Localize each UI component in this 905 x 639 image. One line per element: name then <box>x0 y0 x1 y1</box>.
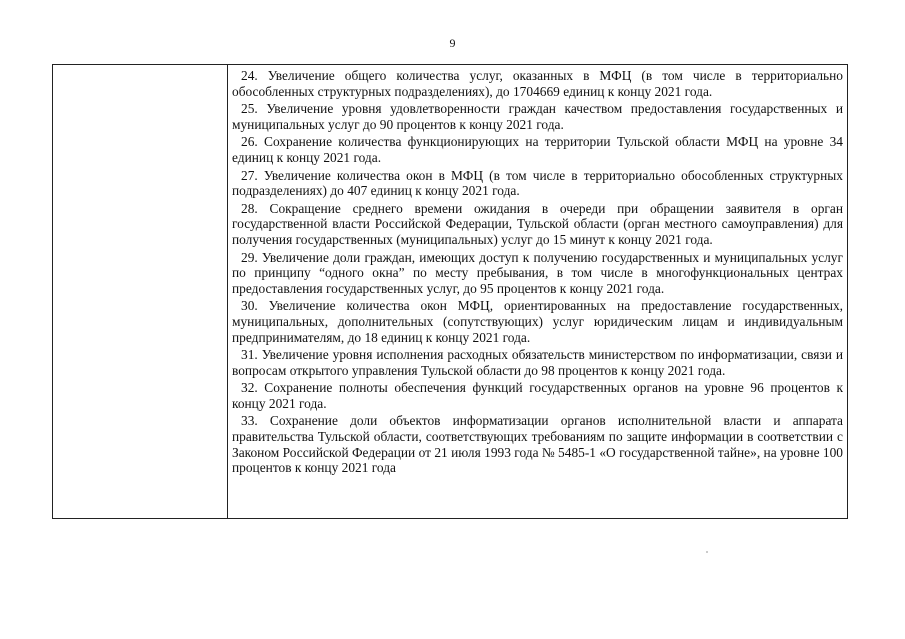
table-left-column <box>53 65 228 518</box>
list-item-28: 28. Сокращение среднего времени ожидания в очереди при обращении заявителя в орган государственной власти Российской Федерации, Тульской области (орган местного самоуправления) для получения государственных (муниципальных) услуг до 15 минут к концу 2021 года. <box>232 200 843 247</box>
document-table <box>52 64 848 519</box>
list-item-32: 32. Сохранение полноты обеспечения функций государственных органов на уровне 96 процентов к концу 2021 года. <box>232 380 843 411</box>
list-item-33: 33. Сохранение доли объектов информатизации органов исполнительной власти и аппарата правительства Тульской области, соответствующих требованиям по защите информации в соответствии с Законом Российской Федерации от 21 июля 1993 года № 5485-1 «О государственной тайне», на уровне 100 процентов к концу 2021 года <box>232 413 843 476</box>
page-number: 9 <box>449 36 456 50</box>
table-right-column <box>228 65 847 518</box>
list-item-24: 24. Увеличение общего количества услуг, оказанных в МФЦ (в том числе в территориально обособленных структурных подразделениях), до 1704669 единиц к концу 2021 года. <box>232 68 843 99</box>
list-item-30: 30. Увеличение количества окон МФЦ, ориентированных на предоставление государственных, муниципальных, дополнительных (сопутствующих) услуг юридическим лицам и индивидуальным предпринимателям, до 18 единиц к концу 2021 года. <box>232 298 843 345</box>
list-item-31: 31. Увеличение уровня исполнения расходных обязательств министерством по информатизации, связи и вопросам открытого управления Тульской области до 98 процентов к концу 2021 года. <box>232 347 843 378</box>
list-item-29: 29. Увеличение доли граждан, имеющих доступ к получению государственных и муниципальных услуг по принципу “одного окна” по месту пребывания, в том числе в многофункциональных центрах предоставления государственных услуг, до 95 процентов к концу 2021 года. <box>232 249 843 296</box>
list-item-27: 27. Увеличение количества окон в МФЦ (в том числе в территориально обособленных структурных подразделениях) до 407 единиц к концу 2021 года. <box>232 167 843 199</box>
scan-speck <box>706 551 708 553</box>
list-item-26: 26. Сохранение количества функционирующих на территории Тульской области МФЦ на уровне 34 единиц к концу 2021 года. <box>232 134 843 165</box>
list-item-25: 25. Увеличение уровня удовлетворенности граждан качеством предоставления государственных и муниципальных услуг до 90 процентов к концу 2021 года. <box>232 101 843 132</box>
